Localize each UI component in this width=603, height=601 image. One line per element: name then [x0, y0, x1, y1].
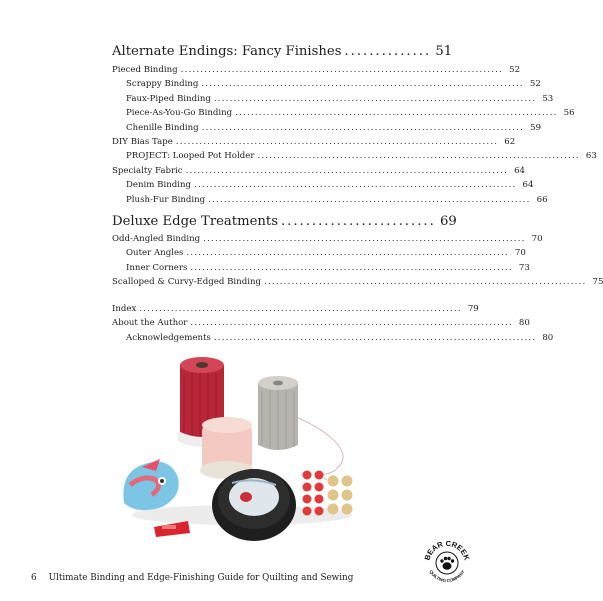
toc-entry: [112, 136, 516, 151]
toc-entry-page: 64: [522, 180, 534, 191]
toc-leader-dots: ..................................................................................: [201, 79, 524, 90]
grey-thread-spool: [258, 376, 298, 450]
toc-entry-title: Denim Binding: [126, 180, 192, 191]
toc-entry-page: 63: [585, 151, 597, 162]
toc-entry-page: 59: [530, 122, 542, 133]
toc-entry-page: 80: [518, 318, 530, 329]
toc-entry-page: 66: [536, 194, 548, 205]
toc-entry-page: 70: [531, 234, 543, 244]
toc-back-matter: [112, 304, 554, 347]
toc-entry: [112, 93, 554, 108]
toc-entry: [112, 122, 542, 137]
toc-entry: [112, 277, 603, 291]
toc-entry-page: 80: [542, 332, 554, 343]
bear-creek-logo: [421, 536, 473, 588]
toc-entry: [112, 304, 479, 318]
toc-entry-page: 70: [514, 248, 526, 259]
toc-heading-title: Deluxe Edge Treatments: [112, 213, 278, 229]
toc-entry-title: Chenille Binding: [126, 122, 199, 133]
toc-entry: [112, 332, 554, 347]
toc-entry-title: About the Author: [112, 318, 188, 329]
tan-dot-stickers: [328, 476, 353, 515]
toc-entry-page: 53: [542, 93, 554, 104]
toc-entry-page: 62: [504, 136, 516, 147]
toc-leader-dots: .........................: [280, 213, 436, 229]
toc-leader-dots: ..................................................................................: [185, 165, 509, 176]
toc-leader-dots: ..................................................................................: [190, 262, 513, 273]
page-number: 6: [31, 573, 37, 583]
toc-entry: [112, 234, 543, 248]
toc-entry-page: 75: [592, 277, 603, 288]
book-title: Ultimate Binding and Edge-Finishing Guide for Quilting and Sewing: [48, 573, 354, 583]
toc-entry-title: Piece-As-You-Go Binding: [126, 108, 233, 119]
toc-section-entries: [112, 65, 597, 209]
toc-entry: [112, 108, 575, 122]
toc-leader-dots: ..................................................................................: [257, 151, 580, 162]
toc-entry: [112, 79, 541, 93]
toc-leader-dots: ..................................................................................: [201, 122, 525, 133]
toc-entry: [112, 180, 534, 194]
toc-heading-page: 69: [440, 213, 457, 229]
toc-leader-dots: ..............: [344, 43, 432, 59]
toc-entry-page: 79: [467, 304, 479, 314]
toc-leader-dots: ..................................................................................: [186, 248, 509, 259]
sewing-supplies-photo: [112, 355, 362, 560]
toc-entry-title: Faux-Piped Binding: [126, 93, 211, 104]
toc-entry-title: Outer Angles: [126, 248, 184, 259]
logo-top-text: BEAR CREEK: [422, 538, 472, 562]
fabric-pincushion: [123, 459, 178, 510]
binding-tin: [212, 469, 296, 541]
toc-entry-page: 64: [514, 165, 526, 176]
toc-entry: [112, 151, 597, 165]
toc-entry-page: 56: [563, 108, 575, 119]
toc-leader-dots: ..................................................................................: [213, 93, 537, 104]
toc-entry-title: Odd-Angled Binding: [112, 234, 201, 244]
toc-entry-title: Scalloped & Curvy-Edged Binding: [112, 277, 262, 288]
toc-entry-title: Scrappy Binding: [126, 79, 199, 90]
toc-leader-dots: ..................................................................................: [194, 180, 517, 191]
toc-entry-page: 73: [518, 262, 530, 273]
toc-entry-page: 52: [529, 79, 541, 90]
toc-entry-title: Pieced Binding: [112, 65, 178, 75]
toc-entry-title: Specialty Fabric: [112, 165, 183, 176]
toc-leader-dots: ..................................................................................: [175, 136, 499, 147]
toc-heading-title: Alternate Endings: Fancy Finishes: [112, 43, 342, 59]
logo-bottom-text: QUILTING COMPANY: [428, 569, 466, 584]
page-footer: [31, 573, 353, 583]
toc-entry-title: PROJECT: Looped Pot Holder: [126, 151, 255, 162]
loose-thread: [292, 415, 343, 480]
toc-entry: [112, 318, 530, 332]
toc-leader-dots: ..................................................................................: [264, 277, 587, 288]
toc-heading-alternate-endings: [112, 40, 453, 62]
toc-leader-dots: ..................................................................................: [213, 332, 537, 343]
toc-leader-dots: ..................................................................................: [190, 318, 513, 329]
toc-entry: [112, 165, 526, 180]
toc-heading-page: 51: [435, 43, 453, 59]
toc-entry-title: DIY Bias Tape: [112, 136, 173, 147]
toc-leader-dots: ..................................................................................: [180, 65, 504, 75]
toc-entry-title: Plush-Fur Binding: [126, 194, 206, 205]
red-wonder-clip: [154, 521, 190, 537]
toc-entry: [112, 65, 521, 79]
toc-leader-dots: ..................................................................................: [235, 108, 558, 119]
toc-heading-deluxe-edge: [112, 210, 457, 232]
toc-entry: [112, 248, 526, 262]
toc-entry-page: 52: [509, 65, 521, 75]
toc-entry: [112, 262, 530, 277]
toc-entry-title: Acknowledgements: [126, 332, 211, 343]
toc-leader-dots: ..................................................................................: [208, 194, 531, 205]
toc-leader-dots: ..................................................................................: [139, 304, 462, 314]
toc-section-entries: [112, 234, 603, 292]
toc-entry: [112, 194, 548, 209]
toc-entry-title: Inner Corners: [126, 262, 188, 273]
toc-entry-title: Index: [112, 304, 137, 314]
toc-leader-dots: ..................................................................................: [203, 234, 526, 244]
